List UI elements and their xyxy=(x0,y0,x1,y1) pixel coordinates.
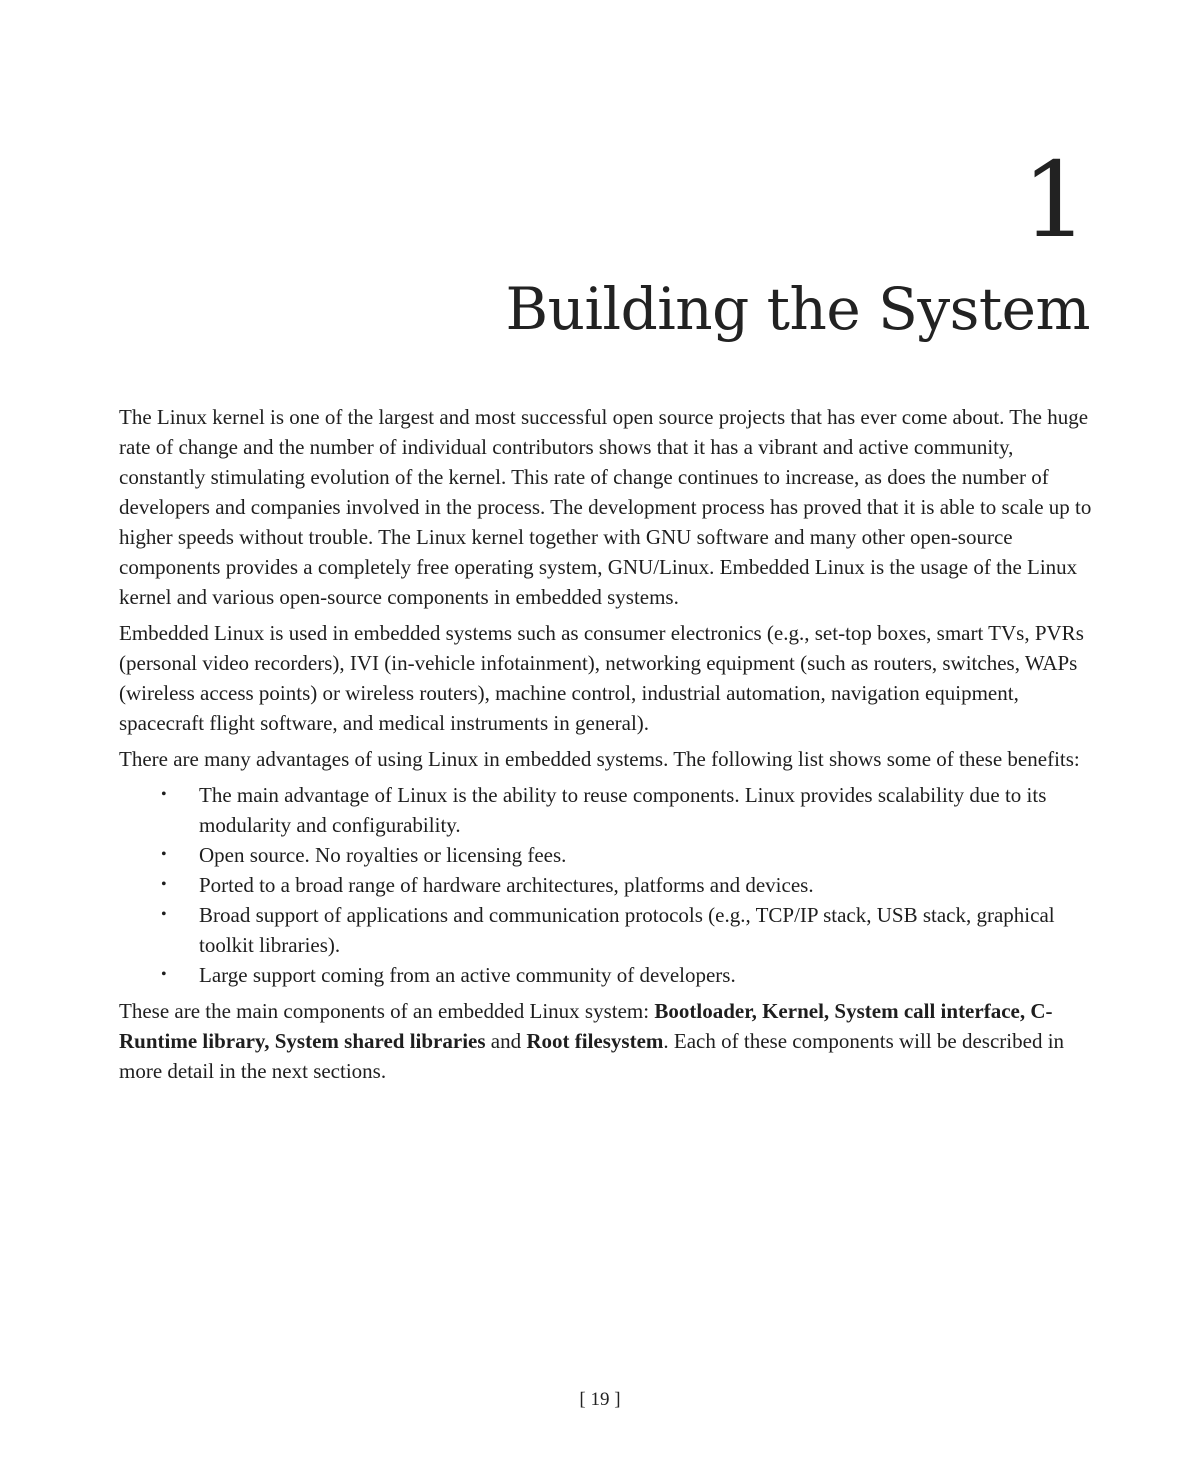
list-item xyxy=(161,780,1094,840)
components-lead: These are the main components of an embedded Linux system: xyxy=(119,999,655,1023)
components-and: and xyxy=(485,1029,527,1053)
bullet-icon: • xyxy=(161,966,167,983)
term-separator: , xyxy=(264,1029,275,1053)
list-item-text: Large support coming from an active community of developers. xyxy=(199,963,736,987)
term-system-call-interface: System call interface xyxy=(834,999,1020,1023)
components-tail: . Each of these components will be described in more detail in the next sections. xyxy=(119,1029,1065,1083)
list-item-text: The main advantage of Linux is the ability to reuse components. Linux provides scalability due to its modularity and configurability. xyxy=(199,783,1047,837)
list-item xyxy=(161,870,1094,900)
list-item-text: Ported to a broad range of hardware architectures, platforms and devices. xyxy=(199,873,814,897)
paragraph-usage: Embedded Linux is used in embedded systems such as consumer electronics (e.g., set-top boxes, smart TVs, PVRs (personal video recorders), IVI (in-vehicle infotainment), networking equipment (such as routers, switches, WAPs (wireless access points) or wireless routers), machine control, industrial automation, navigation equipment, spacecraft flight software, and medical instruments in general). xyxy=(119,621,1084,735)
list-item-text: Open source. No royalties or licensing fees. xyxy=(199,843,567,867)
list-item xyxy=(161,960,1094,990)
term-separator: , xyxy=(823,999,835,1023)
term-bootloader: Bootloader xyxy=(654,999,752,1023)
chapter-title: Building the System xyxy=(505,275,1090,343)
term-system-shared-libraries: System shared libraries xyxy=(274,1029,486,1053)
chapter-number: 1 xyxy=(1021,139,1088,261)
bullet-icon: • xyxy=(161,786,167,803)
term-kernel: Kernel xyxy=(762,999,824,1023)
bullet-icon: • xyxy=(161,846,167,863)
benefits-list xyxy=(119,780,1094,990)
list-item xyxy=(161,840,1094,870)
page-number: [ 19 ] xyxy=(579,1389,621,1410)
list-item-text: Broad support of applications and communication protocols (e.g., TCP/IP stack, USB stack, graphical toolkit libraries). xyxy=(199,903,1055,957)
body-text xyxy=(119,402,1094,1092)
paragraph-intro: The Linux kernel is one of the largest and most successful open source projects that has ever come about. The huge rate of change and the number of individual contributors shows that it has a vibrant and active community, constantly stimulating evolution of the kernel. This rate of change continues to increase, as does the number of developers and companies involved in the process. The development process has proved that it is able to scale up to higher speeds without trouble. The Linux kernel together with GNU software and many other open-source components provides a completely free operating system, GNU/Linux. Embedded Linux is the usage of the Linux kernel and various open-source components in embedded systems. xyxy=(119,405,1092,609)
term-separator: , xyxy=(1019,999,1031,1023)
term-root-filesystem: Root filesystem xyxy=(526,1029,664,1053)
list-item xyxy=(161,900,1094,960)
paragraph-advantages: There are many advantages of using Linux in embedded systems. The following list shows some of these benefits: xyxy=(119,747,1080,771)
paragraph-components xyxy=(119,996,1094,1086)
bullet-icon: • xyxy=(161,906,167,923)
term-separator: , xyxy=(751,999,763,1023)
bullet-icon: • xyxy=(161,876,167,893)
term-c-runtime-library: C-Runtime library xyxy=(119,999,1053,1053)
